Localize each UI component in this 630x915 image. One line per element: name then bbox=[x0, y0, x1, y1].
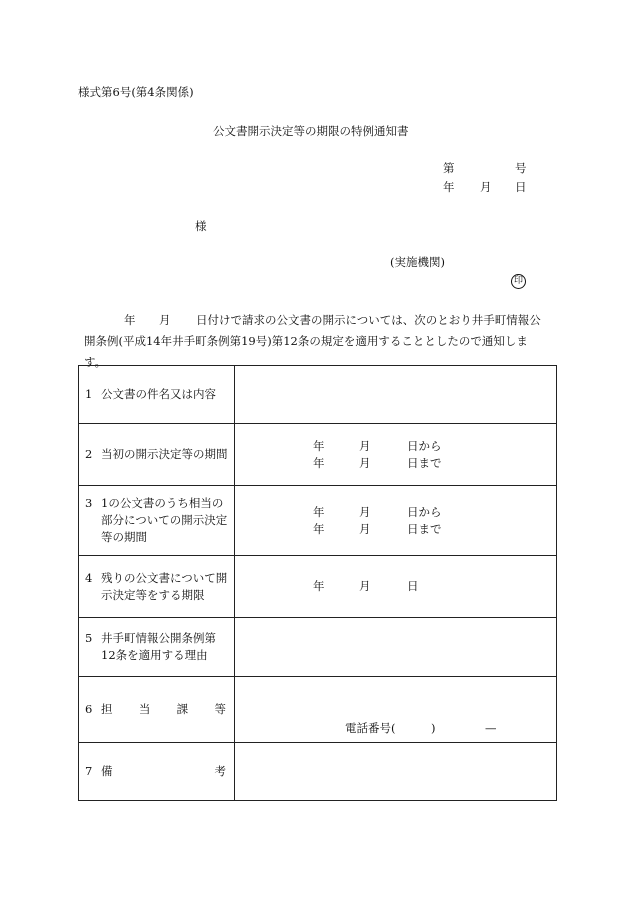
table-row bbox=[79, 743, 557, 801]
notice-month: 月 bbox=[159, 313, 171, 327]
table-row bbox=[79, 618, 557, 677]
row-2-value bbox=[235, 424, 557, 486]
notice-form-table bbox=[78, 365, 557, 801]
notice-body bbox=[84, 310, 556, 373]
notice-line-3: す。 bbox=[84, 355, 107, 369]
phone-line bbox=[235, 720, 556, 737]
row-4-label: 4 残りの公文書について開示決定等をする期限 bbox=[79, 556, 235, 618]
form-number: 様式第6号(第4条関係) bbox=[78, 85, 194, 99]
row-3-label: 3 1の公文書のうち相当の部分についての開示決定等の期間 bbox=[79, 486, 235, 556]
notice-line-1 bbox=[84, 310, 556, 331]
date-line: 年 月 日 bbox=[313, 579, 419, 593]
notice-line-2: 開条例(平成14年井手町条例第19号)第12条の規定を適用することとしたので通知しま bbox=[84, 334, 528, 348]
row-7-label: 7 備 考 bbox=[79, 743, 235, 801]
addressee-sama: 様 bbox=[195, 219, 207, 233]
date-line: 年 月 日から bbox=[313, 504, 442, 519]
table-row bbox=[79, 486, 557, 556]
row-5-value bbox=[235, 618, 557, 677]
date-day: 日 bbox=[515, 180, 527, 194]
seal-icon: 印 bbox=[511, 274, 526, 289]
row-7-value bbox=[235, 743, 557, 801]
notice-year: 年 bbox=[124, 313, 136, 327]
date-line: 年 月 日まで bbox=[313, 455, 442, 470]
phone-label: 電話番号( bbox=[345, 721, 396, 735]
phone-dash: — bbox=[485, 721, 497, 735]
issuer-label: (実施機関) bbox=[390, 255, 445, 269]
row-1-value bbox=[235, 366, 557, 424]
phone-close: ) bbox=[431, 721, 436, 735]
date-line: 年 月 日から bbox=[313, 438, 442, 453]
document-title: 公文書開示決定等の期限の特例通知書 bbox=[213, 124, 409, 138]
row-1-label: 1 公文書の件名又は内容 bbox=[79, 366, 235, 424]
row-6-value bbox=[235, 677, 557, 743]
table-row bbox=[79, 677, 557, 743]
table-row bbox=[79, 366, 557, 424]
seal-mark bbox=[511, 274, 526, 289]
date-line: 年 月 日まで bbox=[313, 521, 442, 536]
row-2-label: 2 当初の開示決定等の期間 bbox=[79, 424, 235, 486]
table-row bbox=[79, 556, 557, 618]
row-3-value bbox=[235, 486, 557, 556]
row-5-label: 5 井手町情報公開条例第12条を適用する理由 bbox=[79, 618, 235, 677]
doc-number-dai: 第 bbox=[443, 161, 455, 175]
date-month: 月 bbox=[480, 180, 492, 194]
date-year: 年 bbox=[443, 180, 455, 194]
doc-number-go: 号 bbox=[515, 161, 527, 175]
row-4-value bbox=[235, 556, 557, 618]
row-6-label: 6 担 当 課 等 bbox=[79, 677, 235, 743]
notice-text-1: 日付けで請求の公文書の開示については、次のとおり井手町情報公 bbox=[196, 313, 541, 327]
table-row bbox=[79, 424, 557, 486]
